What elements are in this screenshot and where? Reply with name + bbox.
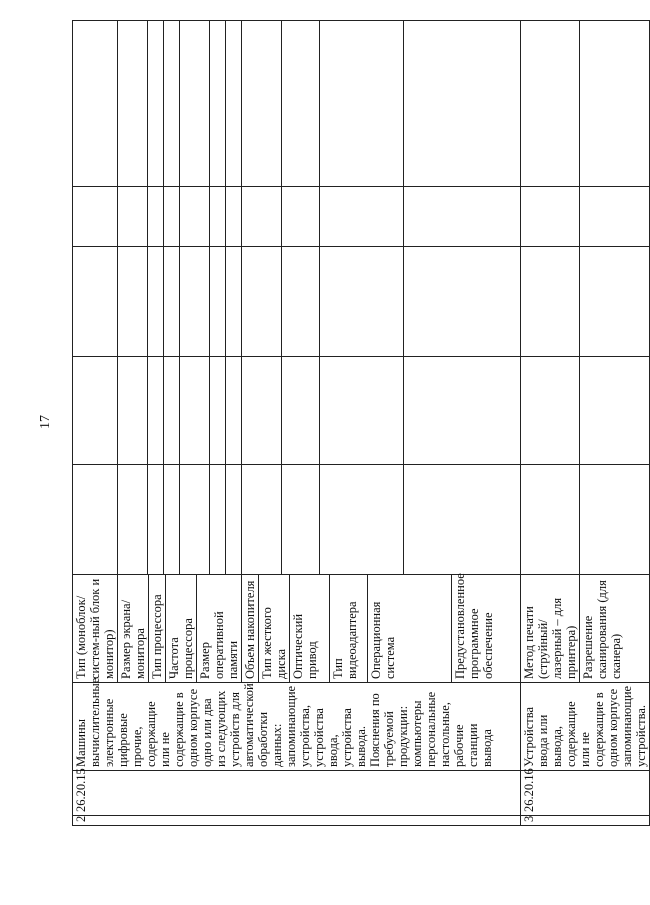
empty-cell [521,187,650,247]
param-cell: Частота процессора [166,575,197,682]
parameter-list [73,575,521,683]
param-cell: Тип процессора [149,575,166,682]
product-name: Устройства ввода или вывода, содержащие или не содержащие в одном корпусе запоминающие устройства. [521,683,650,771]
rotated-table-container [72,20,648,826]
param-cell: Тип (моноблок/систем-ный блок и монитор) [73,575,118,682]
empty-cell [73,465,521,575]
parameter-list [521,575,650,683]
empty-cell [73,21,521,187]
table-row [73,21,521,826]
specification-table [72,20,650,826]
param-cell: Операционная система [368,575,452,682]
empty-cell [521,21,650,187]
param-cell: Оптический привод [290,575,330,682]
param-cell: Размер оперативной памяти [197,575,242,682]
row-number: 2 [73,816,521,826]
empty-cell [73,357,521,465]
empty-cell [73,247,521,357]
empty-cell [521,465,650,575]
empty-cell [521,357,650,465]
okpd-code: 26.20.15 [73,771,521,816]
empty-cell [73,187,521,247]
row-number: 3 [521,816,650,826]
product-name: Машины вычислительные электронные цифровые прочие, содержащие или не содержащие в одном корпусе одно или два из следующих устройств для автоматической обработки данных: запоминающие устройства, устройства ввода, устройства вывода. Пояснения по требуемой продукции: компьютеры персональные настольные, рабочие станции вывода [73,683,521,771]
param-cell: Размер экрана/монитора [118,575,149,682]
param-cell: Разрешение сканирования (для сканера) [581,580,623,679]
param-cell: Тип видеоадаптера [330,575,368,682]
param-cell: Предустановленное программное обеспечение [453,573,495,679]
okpd-code: 26.20.16 [521,771,650,816]
page-number: 17 [38,415,53,429]
table-row [521,21,650,826]
param-cell: Метод печати (струйный/ лазерный – для принтера) [521,575,580,682]
param-cell: Тип жесткого диска [259,575,290,682]
param-cell: Объем накопителя [242,575,259,682]
empty-cell [521,247,650,357]
